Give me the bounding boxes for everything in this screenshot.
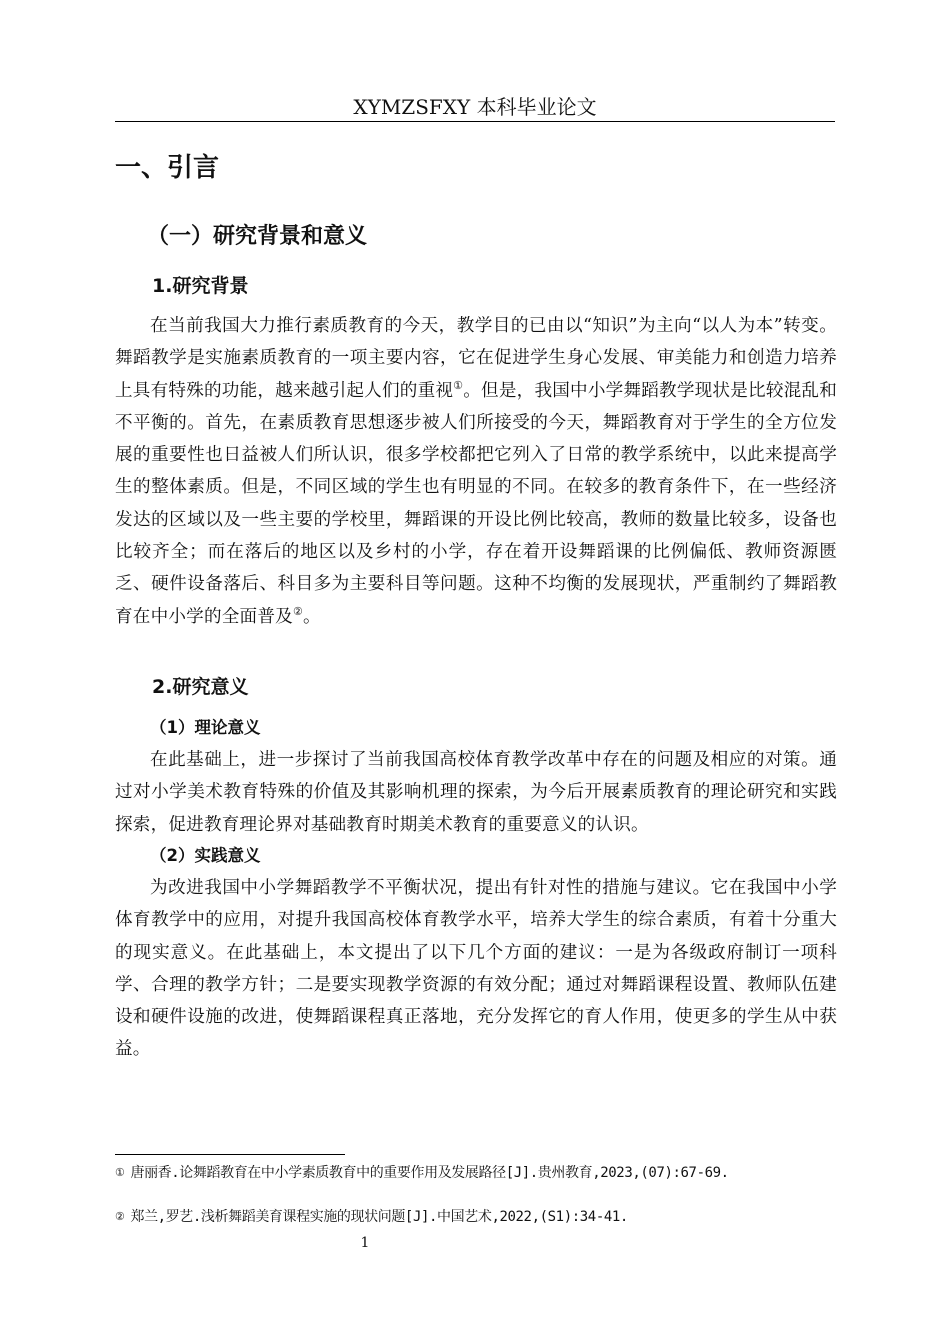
running-header: XYMZSFXY 本科毕业论文 (353, 95, 597, 119)
heading-theoretical-significance: （1）理论意义 (150, 718, 261, 737)
footnote-1 (115, 1162, 835, 1184)
paragraph-text: 。 (303, 606, 321, 627)
paragraph-theoretical-significance: 在此基础上，进一步探讨了当前我国高校体育教学改革中存在的问题及相应的对策。通过对小学美术教育特殊的价值及其影响机理的探索，为今后开展素质教育的理论研究和实践探索，促进教育理论界对基础教育时期美术教育的重要意义的认识。 (115, 750, 837, 835)
footnote-mark: ① (115, 1166, 125, 1179)
paragraph-research-background (115, 310, 837, 633)
footnote-2 (115, 1206, 835, 1228)
page-number: 1 (360, 1235, 370, 1251)
heading-research-significance: 2.研究意义 (152, 676, 249, 698)
footnote-mark: ② (115, 1210, 125, 1223)
footnote-text: 唐丽香.论舞蹈教育在中小学素质教育中的重要作用及发展路径[J].贵州教育,2023,(07):67-69. (130, 1165, 729, 1181)
footnote-ref-1[interactable]: ① (453, 378, 464, 392)
header-rule (115, 121, 835, 122)
paragraph-text: 。但是，我国中小学舞蹈教学现状是比较混乱和不平衡的。首先，在素质教育思想逐步被人们所接受的今天，舞蹈教育对于学生的全方位发展的重要性也日益被人们所认识，很多学校都把它列入了日常的教学系统中，以此来提高学生的整体素质。但是，不同区域的学生也有明显的不同。在较多的教育条件下，在一些经济发达的区域以及一些主要的学校里，舞蹈课的开设比例比较高，教师的数量比较多，设备也比较齐全；而在落后的地区以及乡村的小学，存在着开设舞蹈课的比例偏低、教师资源匮乏、硬件设备落后、科目多为主要科目等问题。这种不均衡的发展现状，严重制约了舞蹈教育在中小学的全面普及 (115, 380, 838, 627)
heading-practical-significance: （2）实践意义 (150, 846, 261, 865)
heading-research-background: 1.研究背景 (152, 275, 249, 297)
footnote-rule (115, 1154, 345, 1155)
paragraph-practical-significance: 为改进我国中小学舞蹈教学不平衡状况，提出有针对性的措施与建议。它在我国中小学体育教学中的应用，对提升我国高校体育教学水平，培养大学生的综合素质，有着十分重大的现实意义。在此基础上，本文提出了以下几个方面的建议：一是为各级政府制订一项科学、合理的教学方针；二是要实现教学资源的有效分配；通过对舞蹈课程设置、教师队伍建设和硬件设施的改进，使舞蹈课程真正落地，充分发挥它的育人作用，使更多的学生从中获益。 (115, 878, 837, 1060)
section-title-introduction: 一、引言 (115, 153, 220, 183)
footnote-ref-2[interactable]: ② (292, 604, 304, 618)
footnote-text: 郑兰,罗艺.浅析舞蹈美育课程实施的现状问题[J].中国艺术,2022,(S1):34-41. (130, 1209, 628, 1225)
subsection-title-background-significance: （一）研究背景和意义 (147, 224, 368, 249)
paragraph-text: 在当前我国大力推行素质教育的今天，教学目的已由以“知识”为主向“以人为本”转变。舞蹈教学是实施素质教育的一项主要内容，它在促进学生身心发展、审美能力和创造力培养上具有特殊的功能，越来越引起人们的重视 (115, 316, 837, 401)
